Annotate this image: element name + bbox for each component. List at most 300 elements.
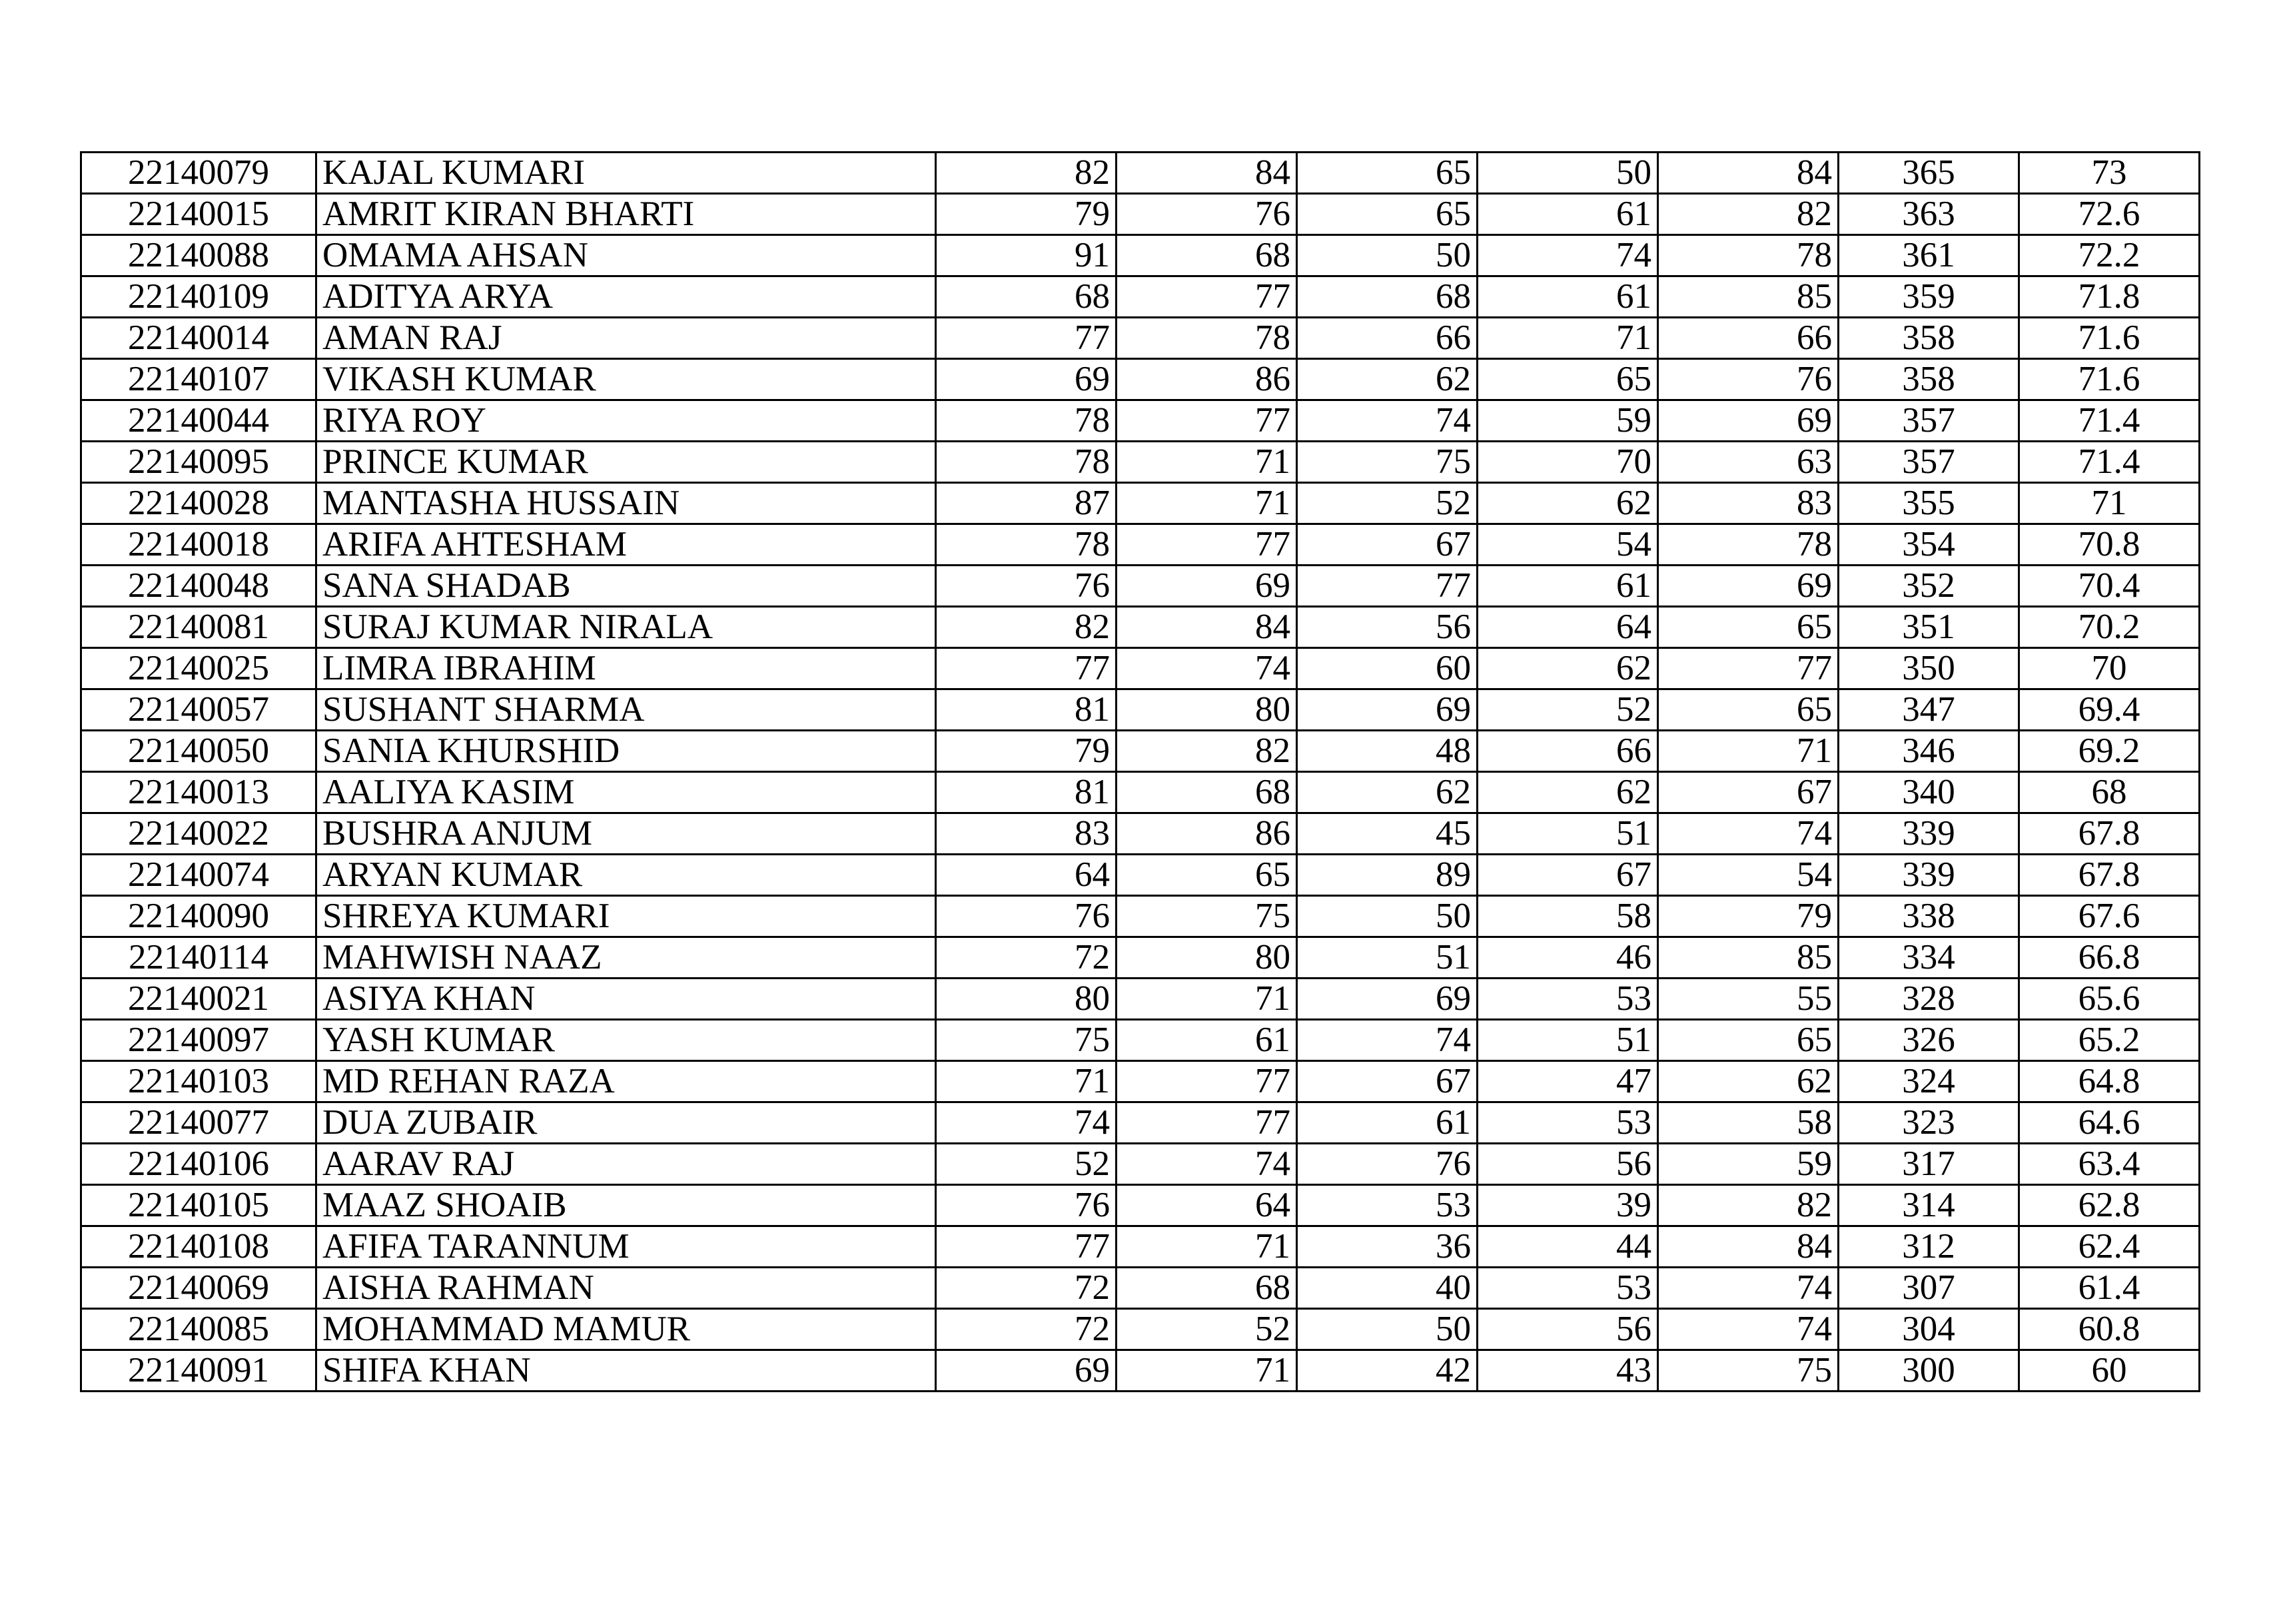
percentage-cell: 71.6	[2019, 318, 2200, 359]
subject-5-marks-cell: 65	[1658, 689, 1839, 731]
total-marks-cell: 363	[1839, 194, 2019, 235]
subject-1-marks-cell: 81	[936, 772, 1117, 813]
subject-2-marks-cell: 65	[1117, 855, 1297, 896]
table-row	[81, 318, 2200, 359]
table-row	[81, 235, 2200, 276]
roll-number-cell: 22140048	[81, 566, 316, 607]
subject-1-marks-cell: 78	[936, 400, 1117, 442]
table-row	[81, 153, 2200, 194]
percentage-cell: 60	[2019, 1350, 2200, 1392]
subject-5-marks-cell: 82	[1658, 1185, 1839, 1226]
subject-3-marks-cell: 74	[1297, 1020, 1478, 1061]
percentage-cell: 68	[2019, 772, 2200, 813]
subject-5-marks-cell: 74	[1658, 1309, 1839, 1350]
table-row	[81, 524, 2200, 566]
table-row	[81, 1144, 2200, 1185]
subject-3-marks-cell: 42	[1297, 1350, 1478, 1392]
subject-2-marks-cell: 80	[1117, 937, 1297, 979]
subject-4-marks-cell: 64	[1478, 607, 1658, 648]
student-name-cell: LIMRA IBRAHIM	[316, 648, 936, 689]
percentage-cell: 67.8	[2019, 813, 2200, 855]
table-row	[81, 689, 2200, 731]
subject-4-marks-cell: 61	[1478, 566, 1658, 607]
subject-4-marks-cell: 47	[1478, 1061, 1658, 1102]
table-row	[81, 1350, 2200, 1392]
percentage-cell: 70	[2019, 648, 2200, 689]
subject-5-marks-cell: 79	[1658, 896, 1839, 937]
percentage-cell: 62.4	[2019, 1226, 2200, 1268]
student-name-cell: SHREYA KUMARI	[316, 896, 936, 937]
total-marks-cell: 328	[1839, 979, 2019, 1020]
percentage-cell: 71.4	[2019, 400, 2200, 442]
subject-2-marks-cell: 69	[1117, 566, 1297, 607]
subject-5-marks-cell: 65	[1658, 607, 1839, 648]
student-name-cell: MANTASHA HUSSAIN	[316, 483, 936, 524]
subject-5-marks-cell: 74	[1658, 813, 1839, 855]
subject-1-marks-cell: 72	[936, 937, 1117, 979]
subject-3-marks-cell: 53	[1297, 1185, 1478, 1226]
subject-5-marks-cell: 74	[1658, 1268, 1839, 1309]
percentage-cell: 70.4	[2019, 566, 2200, 607]
student-name-cell: KAJAL KUMARI	[316, 153, 936, 194]
roll-number-cell: 22140077	[81, 1102, 316, 1144]
student-name-cell: MOHAMMAD MAMUR	[316, 1309, 936, 1350]
student-name-cell: PRINCE KUMAR	[316, 442, 936, 483]
roll-number-cell: 22140014	[81, 318, 316, 359]
roll-number-cell: 22140050	[81, 731, 316, 772]
student-name-cell: MAHWISH NAAZ	[316, 937, 936, 979]
subject-5-marks-cell: 82	[1658, 194, 1839, 235]
subject-1-marks-cell: 79	[936, 731, 1117, 772]
subject-1-marks-cell: 69	[936, 359, 1117, 400]
subject-4-marks-cell: 51	[1478, 813, 1658, 855]
table-row	[81, 1226, 2200, 1268]
subject-2-marks-cell: 78	[1117, 318, 1297, 359]
subject-5-marks-cell: 85	[1658, 276, 1839, 318]
subject-3-marks-cell: 74	[1297, 400, 1478, 442]
subject-4-marks-cell: 44	[1478, 1226, 1658, 1268]
table-row	[81, 855, 2200, 896]
subject-2-marks-cell: 82	[1117, 731, 1297, 772]
percentage-cell: 72.2	[2019, 235, 2200, 276]
subject-4-marks-cell: 59	[1478, 400, 1658, 442]
subject-3-marks-cell: 50	[1297, 896, 1478, 937]
subject-2-marks-cell: 52	[1117, 1309, 1297, 1350]
percentage-cell: 69.2	[2019, 731, 2200, 772]
subject-4-marks-cell: 51	[1478, 1020, 1658, 1061]
subject-1-marks-cell: 72	[936, 1268, 1117, 1309]
total-marks-cell: 358	[1839, 359, 2019, 400]
subject-3-marks-cell: 69	[1297, 979, 1478, 1020]
subject-1-marks-cell: 76	[936, 896, 1117, 937]
table-row	[81, 359, 2200, 400]
subject-3-marks-cell: 68	[1297, 276, 1478, 318]
subject-5-marks-cell: 71	[1658, 731, 1839, 772]
subject-5-marks-cell: 63	[1658, 442, 1839, 483]
subject-2-marks-cell: 76	[1117, 194, 1297, 235]
subject-2-marks-cell: 77	[1117, 1061, 1297, 1102]
subject-4-marks-cell: 56	[1478, 1309, 1658, 1350]
percentage-cell: 66.8	[2019, 937, 2200, 979]
percentage-cell: 65.6	[2019, 979, 2200, 1020]
student-name-cell: MD REHAN RAZA	[316, 1061, 936, 1102]
subject-4-marks-cell: 67	[1478, 855, 1658, 896]
total-marks-cell: 358	[1839, 318, 2019, 359]
subject-5-marks-cell: 76	[1658, 359, 1839, 400]
subject-4-marks-cell: 43	[1478, 1350, 1658, 1392]
subject-5-marks-cell: 75	[1658, 1350, 1839, 1392]
student-name-cell: AALIYA KASIM	[316, 772, 936, 813]
subject-3-marks-cell: 40	[1297, 1268, 1478, 1309]
percentage-cell: 71	[2019, 483, 2200, 524]
subject-3-marks-cell: 51	[1297, 937, 1478, 979]
subject-4-marks-cell: 52	[1478, 689, 1658, 731]
student-name-cell: SURAJ KUMAR NIRALA	[316, 607, 936, 648]
subject-1-marks-cell: 72	[936, 1309, 1117, 1350]
roll-number-cell: 22140097	[81, 1020, 316, 1061]
total-marks-cell: 304	[1839, 1309, 2019, 1350]
subject-1-marks-cell: 69	[936, 1350, 1117, 1392]
subject-3-marks-cell: 62	[1297, 359, 1478, 400]
subject-5-marks-cell: 59	[1658, 1144, 1839, 1185]
subject-2-marks-cell: 71	[1117, 979, 1297, 1020]
results-table	[80, 151, 2200, 1392]
table-row	[81, 276, 2200, 318]
total-marks-cell: 361	[1839, 235, 2019, 276]
student-name-cell: AARAV RAJ	[316, 1144, 936, 1185]
student-name-cell: SUSHANT SHARMA	[316, 689, 936, 731]
total-marks-cell: 355	[1839, 483, 2019, 524]
subject-2-marks-cell: 86	[1117, 359, 1297, 400]
total-marks-cell: 323	[1839, 1102, 2019, 1144]
roll-number-cell: 22140028	[81, 483, 316, 524]
roll-number-cell: 22140085	[81, 1309, 316, 1350]
subject-1-marks-cell: 64	[936, 855, 1117, 896]
subject-5-marks-cell: 84	[1658, 153, 1839, 194]
total-marks-cell: 334	[1839, 937, 2019, 979]
subject-4-marks-cell: 61	[1478, 194, 1658, 235]
roll-number-cell: 22140018	[81, 524, 316, 566]
table-row	[81, 442, 2200, 483]
roll-number-cell: 22140074	[81, 855, 316, 896]
percentage-cell: 63.4	[2019, 1144, 2200, 1185]
subject-2-marks-cell: 71	[1117, 1226, 1297, 1268]
table-row	[81, 1020, 2200, 1061]
percentage-cell: 62.8	[2019, 1185, 2200, 1226]
subject-1-marks-cell: 82	[936, 153, 1117, 194]
subject-4-marks-cell: 50	[1478, 153, 1658, 194]
subject-3-marks-cell: 67	[1297, 1061, 1478, 1102]
subject-4-marks-cell: 65	[1478, 359, 1658, 400]
subject-3-marks-cell: 52	[1297, 483, 1478, 524]
student-name-cell: AMAN RAJ	[316, 318, 936, 359]
subject-2-marks-cell: 74	[1117, 1144, 1297, 1185]
total-marks-cell: 365	[1839, 153, 2019, 194]
subject-1-marks-cell: 77	[936, 648, 1117, 689]
subject-3-marks-cell: 77	[1297, 566, 1478, 607]
subject-4-marks-cell: 71	[1478, 318, 1658, 359]
total-marks-cell: 351	[1839, 607, 2019, 648]
student-name-cell: YASH KUMAR	[316, 1020, 936, 1061]
roll-number-cell: 22140107	[81, 359, 316, 400]
subject-4-marks-cell: 53	[1478, 1268, 1658, 1309]
subject-4-marks-cell: 70	[1478, 442, 1658, 483]
student-name-cell: ARIFA AHTESHAM	[316, 524, 936, 566]
subject-1-marks-cell: 80	[936, 979, 1117, 1020]
table-row	[81, 813, 2200, 855]
subject-4-marks-cell: 54	[1478, 524, 1658, 566]
roll-number-cell: 22140091	[81, 1350, 316, 1392]
subject-5-marks-cell: 54	[1658, 855, 1839, 896]
subject-3-marks-cell: 56	[1297, 607, 1478, 648]
total-marks-cell: 312	[1839, 1226, 2019, 1268]
table-row	[81, 979, 2200, 1020]
percentage-cell: 67.6	[2019, 896, 2200, 937]
total-marks-cell: 338	[1839, 896, 2019, 937]
table-row	[81, 1185, 2200, 1226]
total-marks-cell: 359	[1839, 276, 2019, 318]
subject-5-marks-cell: 67	[1658, 772, 1839, 813]
subject-2-marks-cell: 71	[1117, 442, 1297, 483]
subject-2-marks-cell: 77	[1117, 524, 1297, 566]
student-name-cell: AISHA RAHMAN	[316, 1268, 936, 1309]
student-name-cell: MAAZ SHOAIB	[316, 1185, 936, 1226]
subject-5-marks-cell: 78	[1658, 235, 1839, 276]
subject-1-marks-cell: 74	[936, 1102, 1117, 1144]
subject-3-marks-cell: 69	[1297, 689, 1478, 731]
subject-2-marks-cell: 68	[1117, 772, 1297, 813]
subject-1-marks-cell: 76	[936, 566, 1117, 607]
subject-5-marks-cell: 55	[1658, 979, 1839, 1020]
subject-1-marks-cell: 78	[936, 524, 1117, 566]
subject-1-marks-cell: 79	[936, 194, 1117, 235]
student-name-cell: SANA SHADAB	[316, 566, 936, 607]
subject-2-marks-cell: 80	[1117, 689, 1297, 731]
table-row	[81, 607, 2200, 648]
subject-1-marks-cell: 77	[936, 318, 1117, 359]
subject-5-marks-cell: 78	[1658, 524, 1839, 566]
results-table-body	[81, 153, 2200, 1392]
subject-1-marks-cell: 78	[936, 442, 1117, 483]
student-name-cell: DUA ZUBAIR	[316, 1102, 936, 1144]
subject-4-marks-cell: 58	[1478, 896, 1658, 937]
roll-number-cell: 22140013	[81, 772, 316, 813]
table-row	[81, 1268, 2200, 1309]
subject-1-marks-cell: 68	[936, 276, 1117, 318]
subject-1-marks-cell: 77	[936, 1226, 1117, 1268]
table-row	[81, 194, 2200, 235]
subject-2-marks-cell: 61	[1117, 1020, 1297, 1061]
roll-number-cell: 22140069	[81, 1268, 316, 1309]
roll-number-cell: 22140103	[81, 1061, 316, 1102]
percentage-cell: 73	[2019, 153, 2200, 194]
subject-2-marks-cell: 77	[1117, 276, 1297, 318]
table-row	[81, 1102, 2200, 1144]
roll-number-cell: 22140095	[81, 442, 316, 483]
subject-4-marks-cell: 62	[1478, 483, 1658, 524]
total-marks-cell: 354	[1839, 524, 2019, 566]
student-name-cell: AMRIT KIRAN BHARTI	[316, 194, 936, 235]
subject-1-marks-cell: 83	[936, 813, 1117, 855]
subject-3-marks-cell: 65	[1297, 153, 1478, 194]
percentage-cell: 67.8	[2019, 855, 2200, 896]
percentage-cell: 64.8	[2019, 1061, 2200, 1102]
student-name-cell: ARYAN KUMAR	[316, 855, 936, 896]
roll-number-cell: 22140044	[81, 400, 316, 442]
roll-number-cell: 22140021	[81, 979, 316, 1020]
roll-number-cell: 22140025	[81, 648, 316, 689]
roll-number-cell: 22140090	[81, 896, 316, 937]
subject-4-marks-cell: 66	[1478, 731, 1658, 772]
percentage-cell: 70.2	[2019, 607, 2200, 648]
student-name-cell: ADITYA ARYA	[316, 276, 936, 318]
student-name-cell: SHIFA KHAN	[316, 1350, 936, 1392]
subject-5-marks-cell: 84	[1658, 1226, 1839, 1268]
subject-3-marks-cell: 61	[1297, 1102, 1478, 1144]
roll-number-cell: 22140015	[81, 194, 316, 235]
subject-3-marks-cell: 50	[1297, 1309, 1478, 1350]
roll-number-cell: 22140106	[81, 1144, 316, 1185]
subject-2-marks-cell: 77	[1117, 400, 1297, 442]
table-row	[81, 937, 2200, 979]
table-row	[81, 731, 2200, 772]
subject-3-marks-cell: 50	[1297, 235, 1478, 276]
subject-3-marks-cell: 76	[1297, 1144, 1478, 1185]
total-marks-cell: 339	[1839, 813, 2019, 855]
subject-1-marks-cell: 87	[936, 483, 1117, 524]
percentage-cell: 72.6	[2019, 194, 2200, 235]
subject-5-marks-cell: 66	[1658, 318, 1839, 359]
table-row	[81, 483, 2200, 524]
roll-number-cell: 22140022	[81, 813, 316, 855]
roll-number-cell: 22140079	[81, 153, 316, 194]
subject-4-marks-cell: 62	[1478, 648, 1658, 689]
student-name-cell: RIYA ROY	[316, 400, 936, 442]
subject-2-marks-cell: 68	[1117, 235, 1297, 276]
percentage-cell: 71.6	[2019, 359, 2200, 400]
table-row	[81, 1061, 2200, 1102]
subject-1-marks-cell: 52	[936, 1144, 1117, 1185]
percentage-cell: 65.2	[2019, 1020, 2200, 1061]
student-name-cell: BUSHRA ANJUM	[316, 813, 936, 855]
total-marks-cell: 339	[1839, 855, 2019, 896]
total-marks-cell: 317	[1839, 1144, 2019, 1185]
subject-3-marks-cell: 60	[1297, 648, 1478, 689]
student-name-cell: SANIA KHURSHID	[316, 731, 936, 772]
table-row	[81, 896, 2200, 937]
percentage-cell: 60.8	[2019, 1309, 2200, 1350]
student-name-cell: AFIFA TARANNUM	[316, 1226, 936, 1268]
total-marks-cell: 357	[1839, 400, 2019, 442]
subject-2-marks-cell: 75	[1117, 896, 1297, 937]
subject-4-marks-cell: 74	[1478, 235, 1658, 276]
student-name-cell: OMAMA AHSAN	[316, 235, 936, 276]
percentage-cell: 61.4	[2019, 1268, 2200, 1309]
subject-5-marks-cell: 69	[1658, 566, 1839, 607]
subject-1-marks-cell: 91	[936, 235, 1117, 276]
total-marks-cell: 324	[1839, 1061, 2019, 1102]
subject-2-marks-cell: 74	[1117, 648, 1297, 689]
subject-5-marks-cell: 69	[1658, 400, 1839, 442]
total-marks-cell: 326	[1839, 1020, 2019, 1061]
subject-3-marks-cell: 89	[1297, 855, 1478, 896]
percentage-cell: 64.6	[2019, 1102, 2200, 1144]
subject-4-marks-cell: 62	[1478, 772, 1658, 813]
subject-5-marks-cell: 62	[1658, 1061, 1839, 1102]
subject-3-marks-cell: 45	[1297, 813, 1478, 855]
total-marks-cell: 346	[1839, 731, 2019, 772]
subject-1-marks-cell: 76	[936, 1185, 1117, 1226]
total-marks-cell: 357	[1839, 442, 2019, 483]
subject-4-marks-cell: 53	[1478, 979, 1658, 1020]
student-name-cell: ASIYA KHAN	[316, 979, 936, 1020]
roll-number-cell: 22140088	[81, 235, 316, 276]
total-marks-cell: 350	[1839, 648, 2019, 689]
table-row	[81, 566, 2200, 607]
percentage-cell: 71.4	[2019, 442, 2200, 483]
roll-number-cell: 22140057	[81, 689, 316, 731]
subject-3-marks-cell: 62	[1297, 772, 1478, 813]
subject-5-marks-cell: 83	[1658, 483, 1839, 524]
subject-1-marks-cell: 71	[936, 1061, 1117, 1102]
subject-5-marks-cell: 77	[1658, 648, 1839, 689]
roll-number-cell: 22140114	[81, 937, 316, 979]
subject-1-marks-cell: 82	[936, 607, 1117, 648]
roll-number-cell: 22140108	[81, 1226, 316, 1268]
subject-3-marks-cell: 48	[1297, 731, 1478, 772]
percentage-cell: 69.4	[2019, 689, 2200, 731]
roll-number-cell: 22140105	[81, 1185, 316, 1226]
subject-3-marks-cell: 75	[1297, 442, 1478, 483]
total-marks-cell: 314	[1839, 1185, 2019, 1226]
subject-1-marks-cell: 75	[936, 1020, 1117, 1061]
subject-2-marks-cell: 77	[1117, 1102, 1297, 1144]
subject-3-marks-cell: 66	[1297, 318, 1478, 359]
total-marks-cell: 300	[1839, 1350, 2019, 1392]
subject-2-marks-cell: 86	[1117, 813, 1297, 855]
subject-2-marks-cell: 84	[1117, 153, 1297, 194]
student-name-cell: VIKASH KUMAR	[316, 359, 936, 400]
subject-2-marks-cell: 71	[1117, 1350, 1297, 1392]
total-marks-cell: 307	[1839, 1268, 2019, 1309]
roll-number-cell: 22140109	[81, 276, 316, 318]
percentage-cell: 71.8	[2019, 276, 2200, 318]
table-row	[81, 772, 2200, 813]
subject-5-marks-cell: 58	[1658, 1102, 1839, 1144]
total-marks-cell: 352	[1839, 566, 2019, 607]
subject-5-marks-cell: 85	[1658, 937, 1839, 979]
total-marks-cell: 340	[1839, 772, 2019, 813]
subject-1-marks-cell: 81	[936, 689, 1117, 731]
table-row	[81, 1309, 2200, 1350]
total-marks-cell: 347	[1839, 689, 2019, 731]
subject-2-marks-cell: 71	[1117, 483, 1297, 524]
subject-2-marks-cell: 84	[1117, 607, 1297, 648]
subject-3-marks-cell: 67	[1297, 524, 1478, 566]
subject-3-marks-cell: 65	[1297, 194, 1478, 235]
subject-2-marks-cell: 64	[1117, 1185, 1297, 1226]
table-row	[81, 648, 2200, 689]
percentage-cell: 70.8	[2019, 524, 2200, 566]
subject-4-marks-cell: 46	[1478, 937, 1658, 979]
subject-5-marks-cell: 65	[1658, 1020, 1839, 1061]
table-row	[81, 400, 2200, 442]
roll-number-cell: 22140081	[81, 607, 316, 648]
subject-4-marks-cell: 53	[1478, 1102, 1658, 1144]
subject-4-marks-cell: 61	[1478, 276, 1658, 318]
subject-4-marks-cell: 56	[1478, 1144, 1658, 1185]
subject-3-marks-cell: 36	[1297, 1226, 1478, 1268]
